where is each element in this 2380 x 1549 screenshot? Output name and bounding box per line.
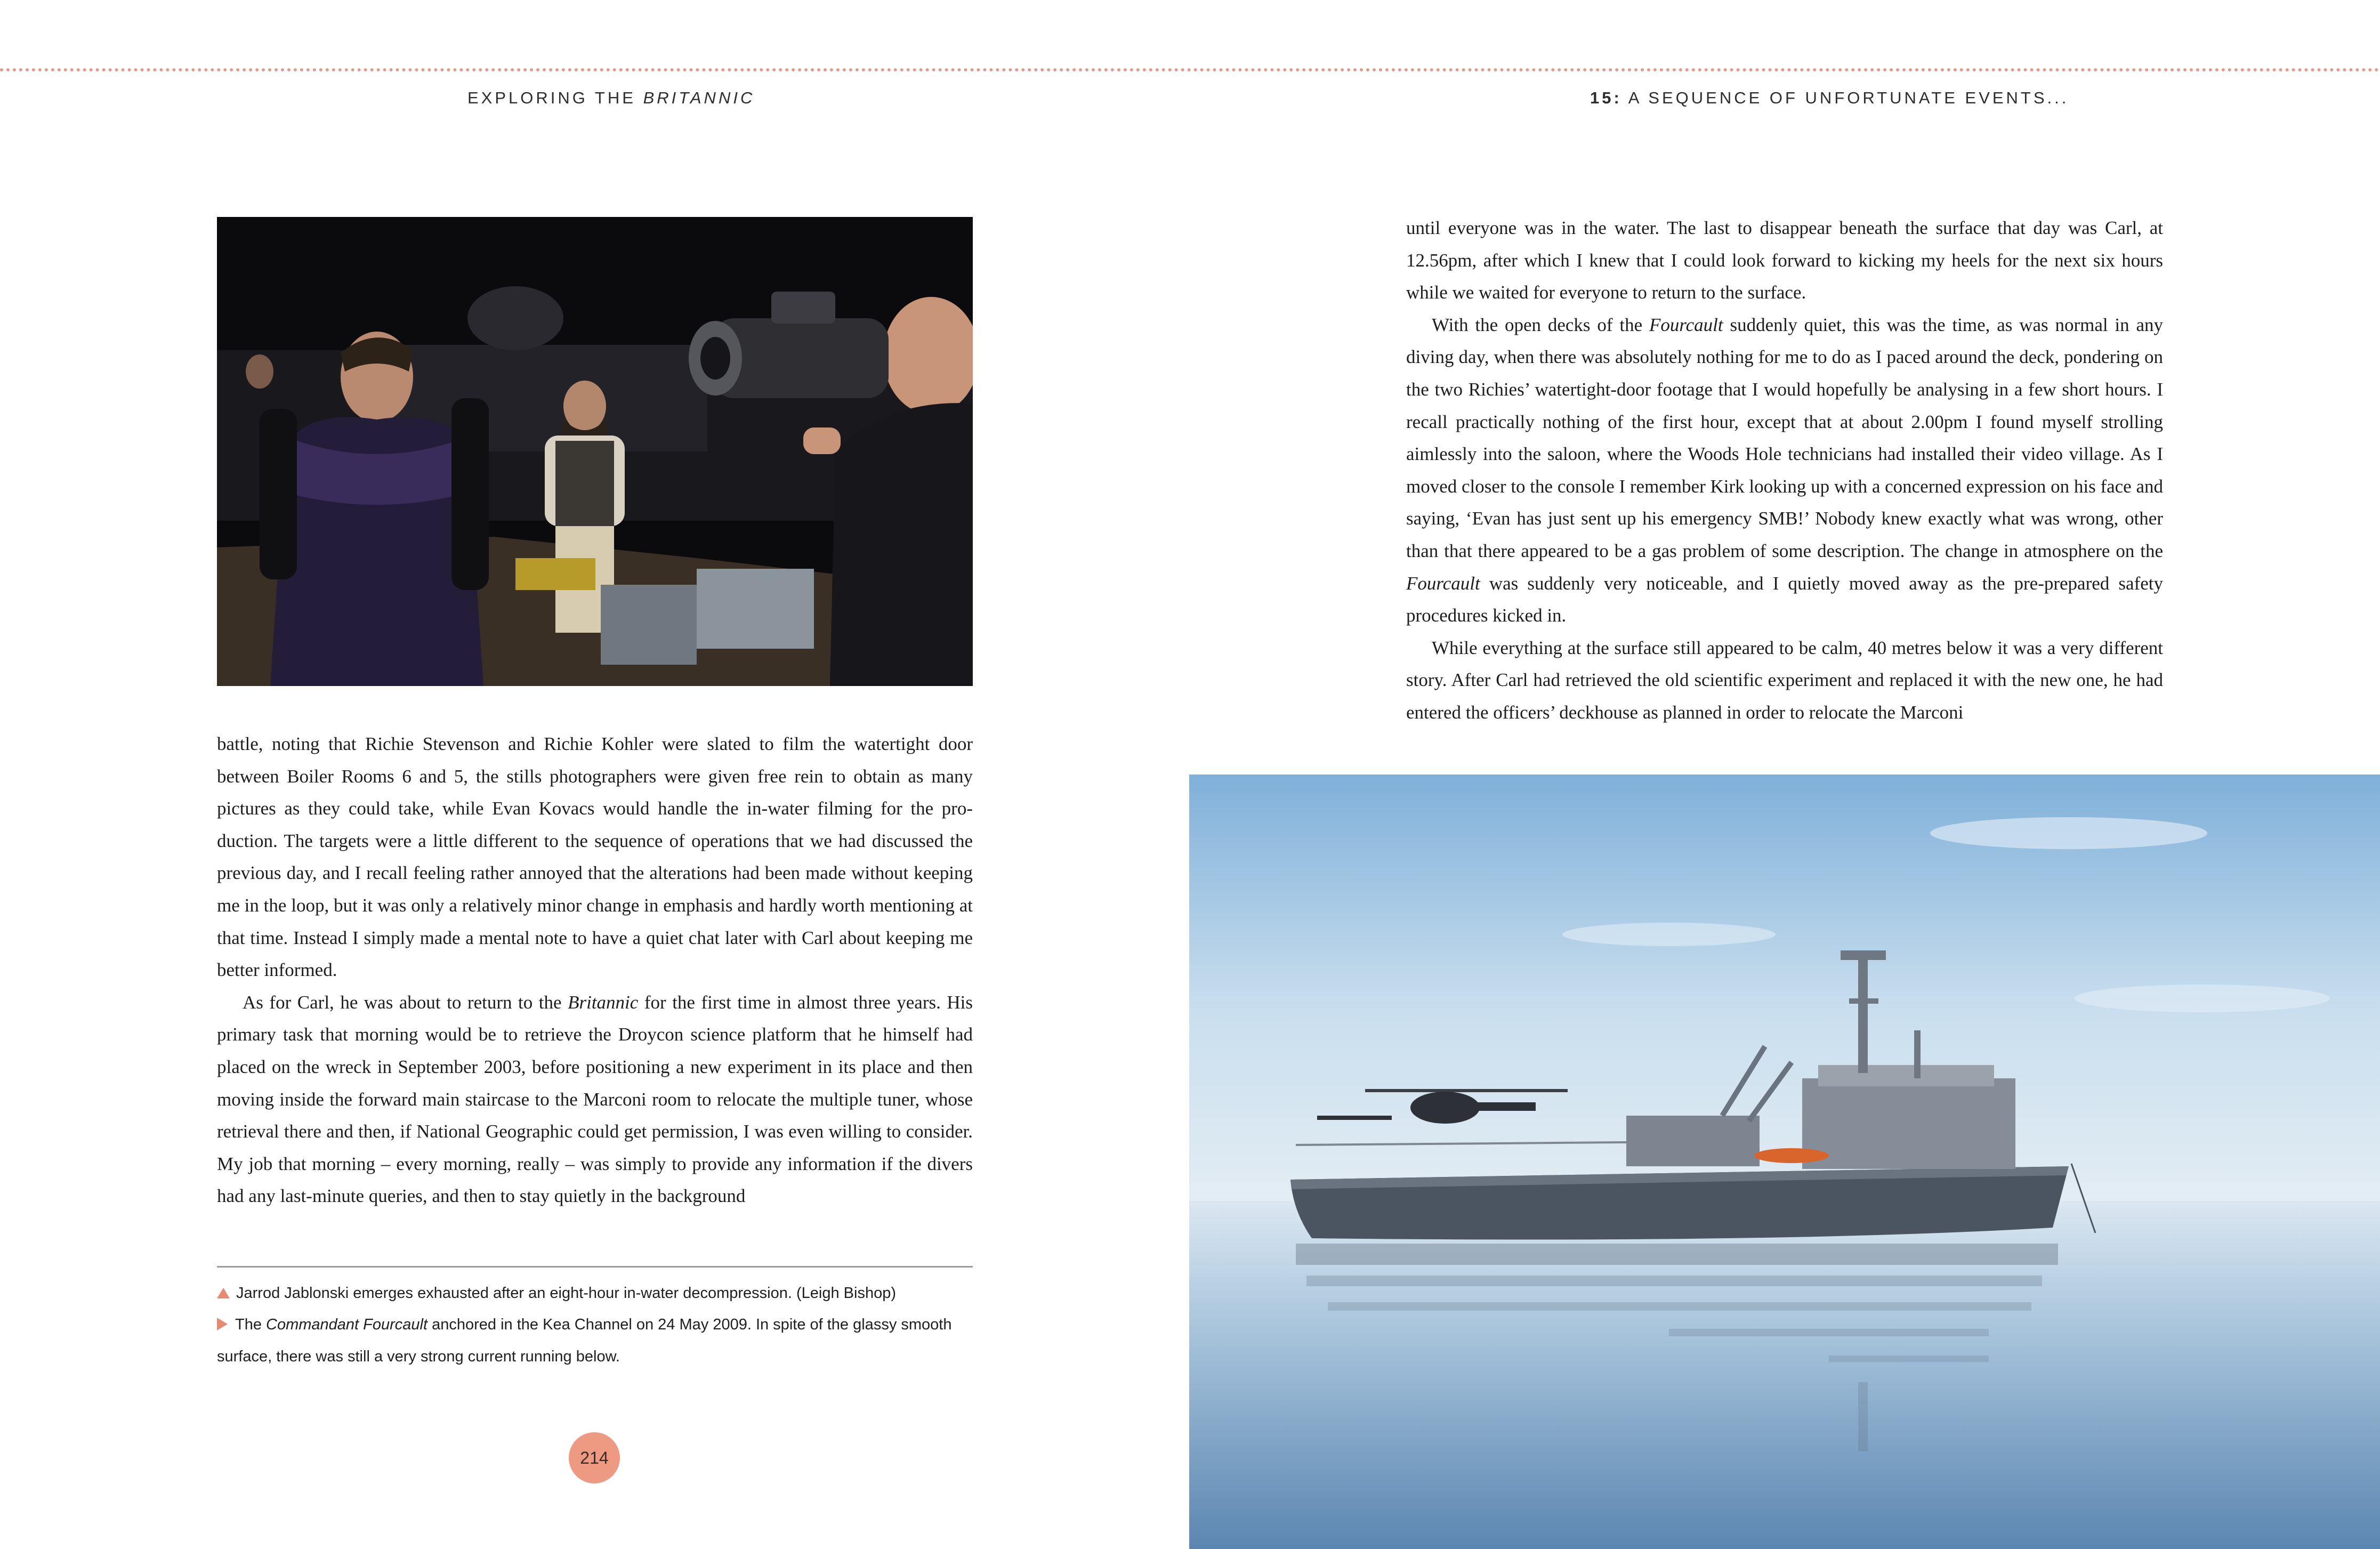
divers-photo — [217, 217, 973, 686]
right-p2-italic-1: Fourcault — [1649, 314, 1723, 335]
left-paragraph-2 — [217, 987, 973, 1213]
left-paragraph-1: battle, noting that Richie Stevenson and Richie Kohler were slated to film the watertight door between Boiler Rooms 6 and 5, the stills photographers were given free rein to obtain as many pictures as they could take, while Evan Kovacs would handle the in-water filming for the production. The targets were a little different to the sequence of operations that we had discussed the previous day, and I recall feeling rather annoyed that the alterations had been made without keeping me in the loop, but it was only a relatively minor change in emphasis and hardly worth mentioning at that time. Instead I simply made a mental note to have a quiet chat later with Carl about keeping me better informed. — [217, 733, 973, 981]
right-column-text — [1406, 212, 2163, 729]
caption-ship — [217, 1309, 973, 1373]
left-p2-start: As for Carl, he was about to return to the — [243, 991, 568, 1013]
right-paragraph-2 — [1406, 309, 2163, 632]
right-paragraph-1: until everyone was in the water. The last to disappear beneath the surface that day was Carl, at 12.56pm, after which I knew that I could look forward to kicking my heels for the next six hours while we waited for everyone to return to the surface. — [1406, 217, 2163, 303]
running-head-left-text: EXPLORING THE — [467, 88, 643, 107]
caption-divers-text: Jarrod Jablonski emerges exhausted after an eight-hour in-water decompression. (Leigh Bishop) — [236, 1285, 896, 1302]
caption-ship-start: The — [235, 1316, 267, 1333]
running-head-left — [467, 88, 755, 108]
chapter-number: 15: — [1590, 88, 1622, 107]
chapter-title: A SEQUENCE OF UNFORTUNATE EVENTS... — [1621, 88, 2069, 107]
running-head-right — [1590, 88, 2069, 108]
running-head-left-italic: BRITANNIC — [643, 88, 755, 107]
caption-ship-italic: Commandant Fourcault — [266, 1316, 428, 1333]
left-p2-end: for the first time in almost three years. His primary task that morning would be to retrieve the Droycon science platform that he himself had placed on the wreck in September 2003, before positioning a new experiment in its place and then moving inside the forward main staircase to the Marconi room to relocate the multiple tuner, whose retrieval there and then, if National Geographic could get permission, I was even willing to consider. My job that morning – every morning, really – was simply to provide any information if the divers had any last-minute queries, and then to stay quietly in the background — [217, 991, 973, 1207]
right-p2-start: With the open decks of the — [1432, 314, 1649, 335]
triangle-right-icon — [217, 1318, 228, 1330]
caption-rule — [217, 1266, 973, 1268]
ship-photo — [1189, 774, 2380, 1549]
right-p2-middle: suddenly quiet, this was the time, as was normal in any diving day, when there was absolutely nothing for me to do as I paced around the deck, pondering on the two Richies’ watertight-door footage that I would hopefully be analysing in a few short hours. I recall practically nothing of the first hour, except that at about 2.00pm I found myself strolling aimlessly into the saloon, where the Woods Hole technicians had installed their video village. As I moved closer to the console I remember Kirk looking up with a concerned expression on his face and saying, ‘Evan has just sent up his emergency SMB!’ Nobody knew exactly what was wrong, other than that there appeared to be a gas problem of some description. The change in atmosphere on the — [1406, 314, 2164, 561]
caption-divers — [217, 1277, 973, 1309]
right-p2-italic-2: Fourcault — [1406, 572, 1480, 594]
header-dotted-rule — [0, 68, 2380, 71]
right-p2-end: was suddenly very noticeable, and I quietly moved away as the pre-prepared safety procedures kicked in. — [1406, 572, 2163, 626]
left-p2-italic: Britannic — [568, 991, 639, 1013]
right-paragraph-3: While everything at the surface still appeared to be calm, 40 metres below it was a very different story. After Carl had retrieved the old scientific experiment and replaced it with the new one, he had entered the officers’ deckhouse as planned in order to relocate the Marconi — [1406, 637, 2163, 723]
left-column-text — [217, 728, 973, 1213]
triangle-up-icon — [217, 1288, 230, 1298]
caption-ship-end: anchored in the Kea Channel on 24 May 2009. In spite of the glassy smooth surface, there was still a very strong current running below. — [217, 1316, 952, 1365]
page-number-badge: 214 — [569, 1432, 620, 1483]
